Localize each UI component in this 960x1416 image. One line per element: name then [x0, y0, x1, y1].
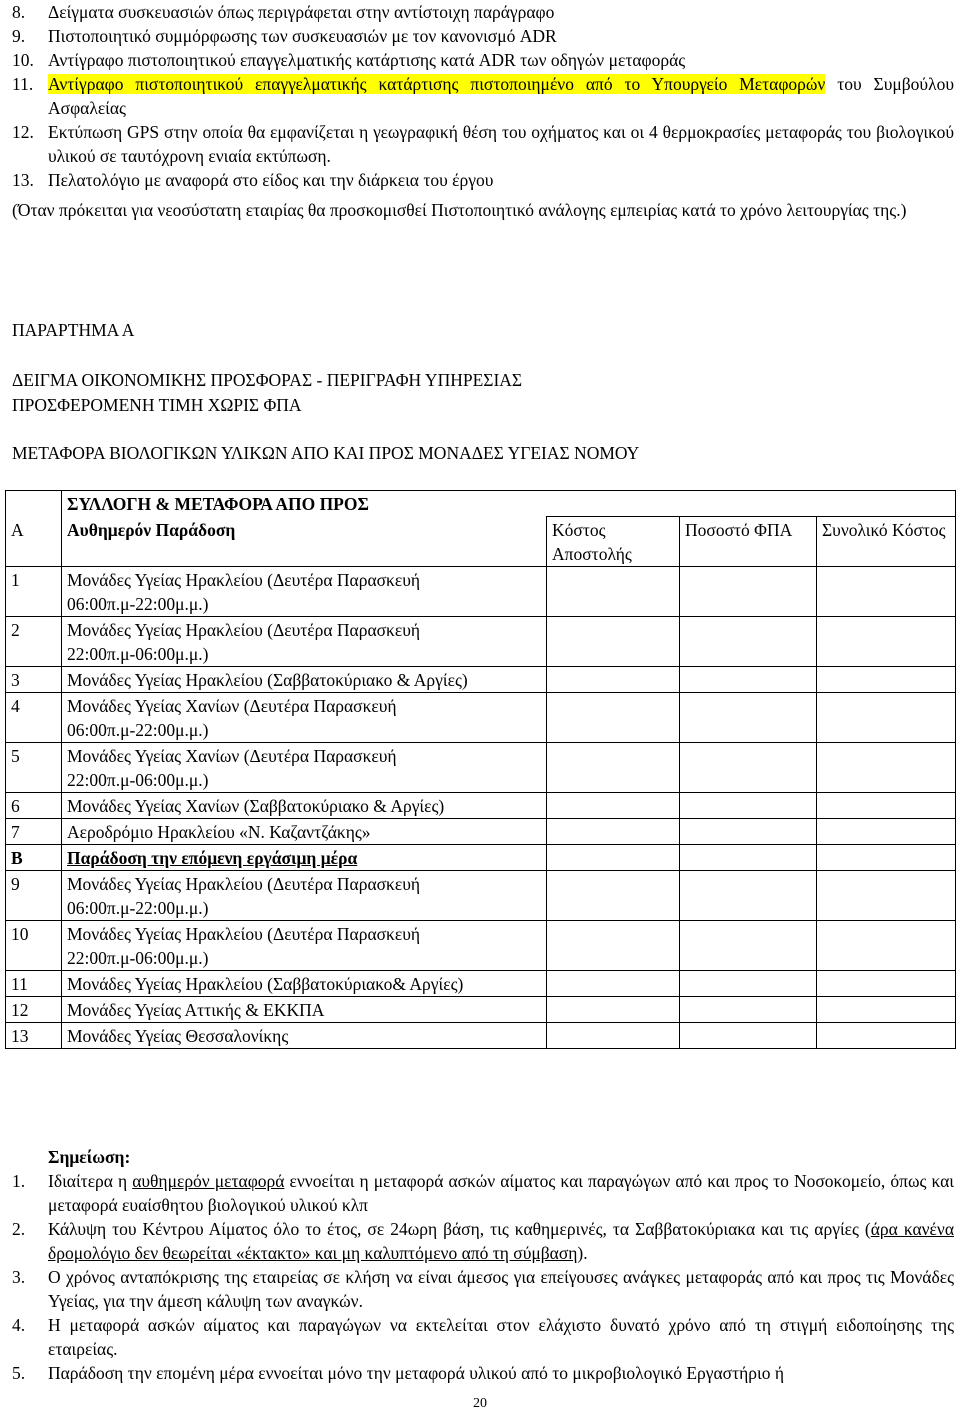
col-shipping-cost: Κόστος Αποστολής [547, 517, 680, 567]
offered-price-title: ΠΡΟΣΦΕΡΟΜΕΝΗ ΤΙΜΗ ΧΩΡΙΣ ΦΠΑ [12, 395, 302, 415]
shipping-cost-cell[interactable] [547, 997, 680, 1023]
section-b-title: Παράδοση την επόμενη εργάσιμη μέρα [62, 845, 547, 871]
table-row: 13 Μονάδες Υγείας Θεσσαλονίκης [6, 1023, 956, 1049]
notes-section [12, 1145, 954, 1385]
list-item: 12. Εκτύπωση GPS στην οποία θα εμφανίζεται η γεωγραφική θέση του οχήματος και οι 4 θερμοκρασίες μεταφοράς του βιολογικού υλικού σε ταυτόχρονη ενιαία εκτύπωση. [12, 122, 954, 166]
section-b-row [6, 845, 956, 871]
list-item: 9. Πιστοποιητικό συμμόρφωσης των συσκευασιών με τον κανονισμό ADR [12, 26, 557, 46]
shipping-cost-cell[interactable] [547, 971, 680, 997]
total-cost-cell[interactable] [817, 693, 956, 743]
new-company-note: (Όταν πρόκειται για νεοσύστατη εταιρίας θα προσκομισθεί Πιστοποιητικό ανάλογης εμπειρίας κατά το χρόνο λειτουργίας της.) [12, 200, 907, 220]
sample-offer-title: ΔΕΙΓΜΑ ΟΙΚΟΝΟΜΙΚΗΣ ΠΡΟΣΦΟΡΑΣ - ΠΕΡΙΓΡΑΦΗ ΥΠΗΡΕΣΙΑΣ [12, 370, 523, 390]
transport-title: ΜΕΤΑΦΟΡΑ ΒΙΟΛΟΓΙΚΩΝ ΥΛΙΚΩΝ ΑΠΟ ΚΑΙ ΠΡΟΣ ΜΟΝΑΔΕΣ ΥΓΕΙΑΣ ΝΟΜΟΥ [12, 443, 640, 463]
section-a-title: Αυθημερόν Παράδοση [62, 517, 547, 567]
section-b-code: Β [6, 845, 62, 871]
total-cost-cell[interactable] [817, 667, 956, 693]
requirements-list [12, 0, 954, 192]
list-item: 11. Αντίγραφο πιστοποιητικού επαγγελματικής κατάρτισης πιστοποιημένο από το Υπουργείο Μεταφορών του Συμβούλου Ασφαλείας [12, 74, 954, 118]
list-item: 13. Πελατολόγιο με αναφορά στο είδος και την διάρκεια του έργου [12, 170, 494, 190]
offer-table [5, 490, 956, 1049]
note-item: 4. Η μεταφορά ασκών αίματος και παραγώγων να εκτελείται στον ελάχιστο δυνατό χρόνο από τη στιγμή ειδοποίησης της εταιρείας. [12, 1315, 954, 1359]
vat-rate-cell[interactable] [680, 693, 817, 743]
total-cost-cell[interactable] [817, 567, 956, 617]
table-header-row [6, 491, 956, 517]
table-row: 5 Μονάδες Υγείας Χανίων (Δευτέρα Παρασκευή 22:00π.μ-06:00μ.μ.) [6, 743, 956, 793]
shipping-cost-cell[interactable] [547, 921, 680, 971]
notes-heading: Σημείωση: [48, 1147, 131, 1167]
note-item: 5. Παράδοση την επομένη μέρα εννοείται μόνο την μεταφορά υλικού από το μικροβιολογικό Εργαστήριο ή [12, 1363, 785, 1383]
table-row: 9 Μονάδες Υγείας Ηρακλείου (Δευτέρα Παρασκευή 06:00π.μ-22:00μ.μ.) [6, 871, 956, 921]
shipping-cost-cell[interactable] [547, 871, 680, 921]
col-vat-rate: Ποσοστό ΦΠΑ [680, 517, 817, 567]
total-cost-cell[interactable] [817, 921, 956, 971]
section-a-row [6, 517, 956, 567]
table-row: 1 Μονάδες Υγείας Ηρακλείου (Δευτέρα Παρασκευή 06:00π.μ-22:00μ.μ.) [6, 567, 956, 617]
vat-rate-cell[interactable] [680, 819, 817, 845]
vat-rate-cell[interactable] [680, 971, 817, 997]
note-item: 1. Ιδιαίτερα η αυθημερόν μεταφορά εννοείται η μεταφορά ασκών αίματος και παραγώγων από και προς το Νοσοκομείο, όπως και μεταφορά ευαίσθητου βιολογικού υλικού κλπ [12, 1171, 954, 1215]
total-cost-cell[interactable] [817, 1023, 956, 1049]
collection-header: ΣΥΛΛΟΓΗ & ΜΕΤΑΦΟΡΑ ΑΠΟ ΠΡΟΣ [62, 491, 956, 517]
total-cost-cell[interactable] [817, 871, 956, 921]
shipping-cost-cell[interactable] [547, 819, 680, 845]
col-total-cost: Συνολικό Κόστος [817, 517, 956, 567]
section-a-code: Α [6, 517, 62, 567]
vat-rate-cell[interactable] [680, 921, 817, 971]
vat-rate-cell[interactable] [680, 743, 817, 793]
shipping-cost-cell[interactable] [547, 567, 680, 617]
shipping-cost-cell[interactable] [547, 667, 680, 693]
total-cost-cell[interactable] [817, 617, 956, 667]
list-item: 10. Αντίγραφο πιστοποιητικού επαγγελματικής κατάρτισης κατά ADR των οδηγών μεταφοράς [12, 50, 686, 70]
vat-rate-cell[interactable] [680, 997, 817, 1023]
vat-rate-cell[interactable] [680, 617, 817, 667]
vat-rate-cell[interactable] [680, 667, 817, 693]
total-cost-cell[interactable] [817, 793, 956, 819]
vat-rate-cell[interactable] [680, 871, 817, 921]
list-item: 8. Δείγματα συσκευασιών όπως περιγράφεται στην αντίστοιχη παράγραφο [12, 2, 555, 22]
table-row: 4 Μονάδες Υγείας Χανίων (Δευτέρα Παρασκευή 06:00π.μ-22:00μ.μ.) [6, 693, 956, 743]
vat-rate-cell[interactable] [680, 567, 817, 617]
table-row: 7 Αεροδρόμιο Ηρακλείου «Ν. Καζαντζάκης» [6, 819, 956, 845]
table-row: 2 Μονάδες Υγείας Ηρακλείου (Δευτέρα Παρασκευή 22:00π.μ-06:00μ.μ.) [6, 617, 956, 667]
total-cost-cell[interactable] [817, 743, 956, 793]
table-row: 11 Μονάδες Υγείας Ηρακλείου (Σαββατοκύριακο& Αργίες) [6, 971, 956, 997]
shipping-cost-cell[interactable] [547, 1023, 680, 1049]
shipping-cost-cell[interactable] [547, 793, 680, 819]
total-cost-cell[interactable] [817, 971, 956, 997]
vat-rate-cell[interactable] [680, 1023, 817, 1049]
total-cost-cell[interactable] [817, 997, 956, 1023]
table-row: 12 Μονάδες Υγείας Αττικής & ΕΚΚΠΑ [6, 997, 956, 1023]
shipping-cost-cell[interactable] [547, 743, 680, 793]
note-item: 3. Ο χρόνος ανταπόκρισης της εταιρείας σε κλήση να είναι άμεσος για επείγουσες ανάγκες μεταφοράς από και προς τις Μονάδες Υγείας, για την άμεση κάλυψη των αναγκών. [12, 1267, 954, 1311]
total-cost-cell[interactable] [817, 819, 956, 845]
table-row: 3 Μονάδες Υγείας Ηρακλείου (Σαββατοκύριακο & Αργίες) [6, 667, 956, 693]
shipping-cost-cell[interactable] [547, 693, 680, 743]
annex-title: ΠΑΡΑΡΤΗΜΑ Α [12, 320, 135, 340]
table-row: 10 Μονάδες Υγείας Ηρακλείου (Δευτέρα Παρασκευή 22:00π.μ-06:00μ.μ.) [6, 921, 956, 971]
note-item: 2. Κάλυψη του Κέντρου Αίματος όλο το έτος, σε 24ωρη βάση, τις καθημερινές, τα Σαββατοκύριακα και τις αργίες (άρα κανένα δρομολόγιο δεν θεωρείται «έκτακτο» και μη καλυπτόμενο από τη σύμβαση). [12, 1219, 954, 1263]
shipping-cost-cell[interactable] [547, 617, 680, 667]
vat-rate-cell[interactable] [680, 793, 817, 819]
table-row: 6 Μονάδες Υγείας Χανίων (Σαββατοκύριακο & Αργίες) [6, 793, 956, 819]
page-number: 20 [473, 1396, 487, 1411]
highlighted-text: Αντίγραφο πιστοποιητικού επαγγελματικής κατάρτισης πιστοποιημένο από το Υπουργείο Μεταφορών [48, 74, 826, 94]
